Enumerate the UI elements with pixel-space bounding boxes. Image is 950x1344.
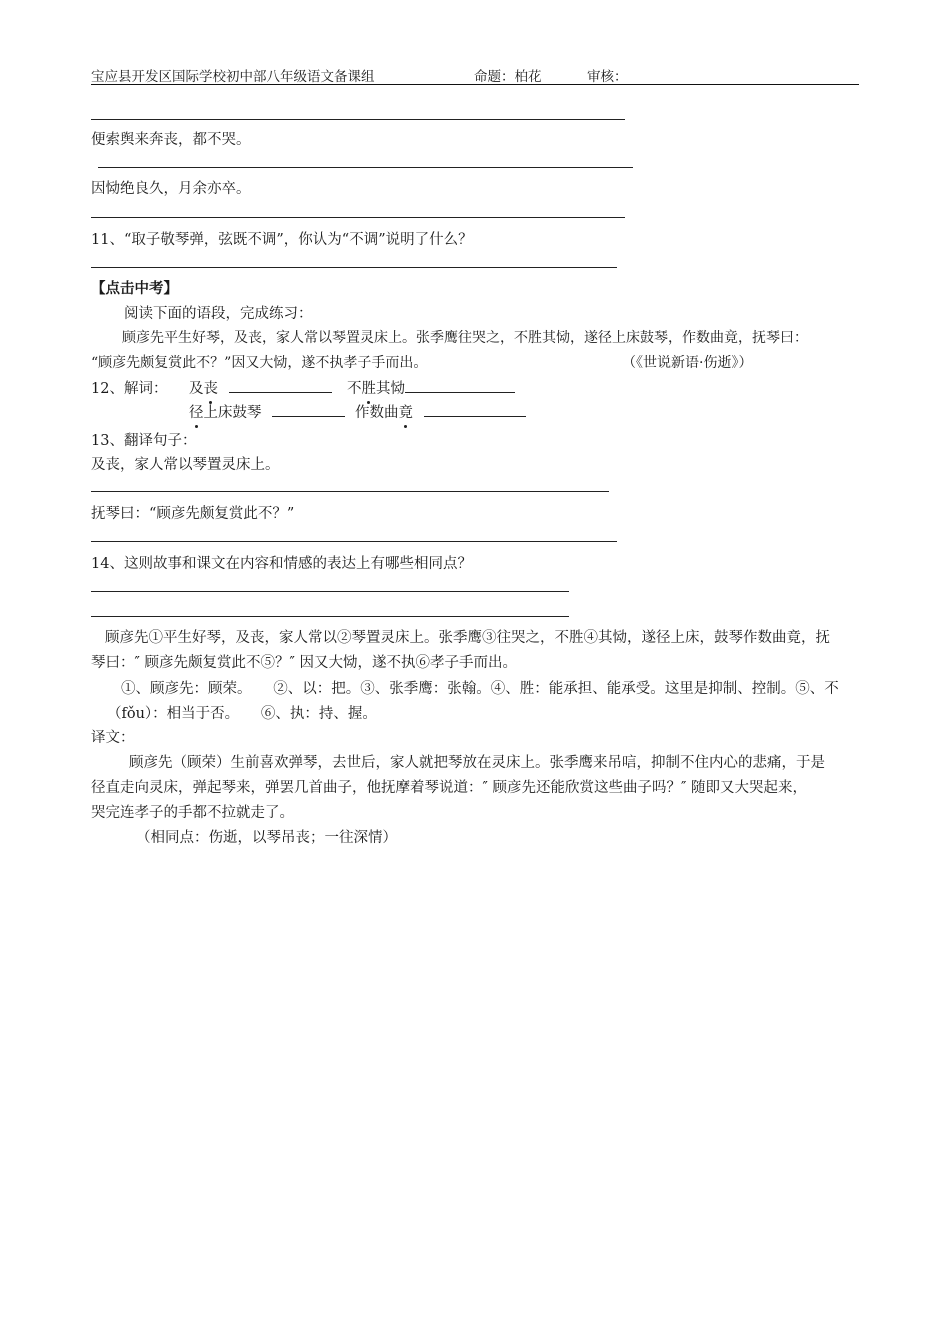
answer-line bbox=[91, 119, 625, 120]
answer-line bbox=[98, 167, 633, 168]
fill-blank[interactable] bbox=[272, 402, 345, 417]
passage-line-2: “顾彦先颇复赏此不？”因又大恸，遂不执孝子手而出。 bbox=[91, 355, 428, 371]
vocab-text: 及 bbox=[189, 381, 204, 397]
passage-source: （《世说新语·伤逝》） bbox=[622, 355, 753, 371]
fill-blank[interactable] bbox=[424, 402, 526, 417]
question-12-label: 12、解词： bbox=[91, 381, 168, 397]
answer-passage-line-2: 琴曰：″ 顾彦先颇复赏此不⑤？″ 因又大恸，遂不执⑥孝子手而出。 bbox=[91, 655, 518, 671]
passage-line-1: 顾彦先平生好琴，及丧，家人常以琴置灵床上。张季鹰往哭之，不胜其恸，遂径上床鼓琴，作数曲竟，抚琴曰： bbox=[122, 330, 808, 346]
translation-line-2: 径直走向灵床，弹起琴来，弹罢几首曲子，他抚摩着琴说道：″ 顾彦先还能欣赏这些曲子吗？″ 随即又大哭起来， bbox=[91, 780, 808, 796]
section-instruction: 阅读下面的语段，完成练习： bbox=[124, 306, 313, 322]
section-title: 【点击中考】 bbox=[91, 280, 178, 297]
answer-line bbox=[91, 267, 617, 268]
question-13-label: 13、翻译句子： bbox=[91, 433, 197, 449]
answer-line bbox=[91, 616, 569, 617]
translate-sentence-1: 及丧，家人常以琴置灵床上。 bbox=[91, 457, 280, 473]
question-14-label: 14、这则故事和课文在内容和情感的表达上有哪些相同点？ bbox=[91, 556, 472, 572]
sentence-2: 因恸绝良久，月余亦卒。 bbox=[91, 181, 251, 197]
question-11: 11、“取子敬琴弹，弦既不调”，你认为“不调”说明了什么？ bbox=[91, 232, 473, 248]
translation-line-1: 顾彦先（顾荣）生前喜欢弹琴，去世后，家人就把琴放在灵床上。张季鹰来吊唁，抑制不住内心的悲痛，于是 bbox=[129, 755, 825, 771]
answer-passage-line-1: 顾彦先①平生好琴，及丧，家人常以②琴置灵床上。张季鹰③往哭之，不胜④其恸，遂径上床，鼓琴作数曲竟，抚 bbox=[105, 630, 830, 646]
answer-line bbox=[91, 541, 617, 542]
vocab-2 bbox=[347, 377, 515, 398]
sentence-1: 便索舆来奔丧，都不哭。 bbox=[91, 132, 251, 148]
vocab-4 bbox=[355, 401, 526, 422]
vocab-dotted: 竟 bbox=[398, 405, 413, 421]
vocab-text: 作数曲 bbox=[355, 405, 399, 421]
translation-label: 译文： bbox=[91, 730, 135, 746]
notes-line-2: （fǒu）：相当于否。 ⑥、执：持、握。 bbox=[107, 706, 377, 722]
vocab-dotted: 丧 bbox=[203, 381, 218, 397]
fill-blank[interactable] bbox=[229, 378, 332, 393]
vocab-text: 其恸 bbox=[376, 381, 405, 397]
vocab-text: 不 bbox=[347, 381, 362, 397]
notes-line-1: ①、顾彦先：顾荣。 ②、以：把。③、张季鹰：张翰。④、胜：能承担、能承受。这里是抑制、控制。⑤、不 bbox=[121, 681, 839, 697]
translation-line-3: 哭完连孝子的手都不拉就走了。 bbox=[91, 805, 294, 821]
vocab-dotted: 径 bbox=[189, 405, 204, 421]
fill-blank[interactable] bbox=[405, 378, 515, 393]
vocab-1 bbox=[189, 377, 332, 398]
vocab-dotted: 胜 bbox=[361, 381, 376, 397]
common-points: （相同点：伤逝，以琴吊丧；一往深情） bbox=[136, 830, 397, 846]
translate-sentence-2: 抚琴曰：“顾彦先颇复赏此不？” bbox=[91, 506, 295, 522]
vocab-3 bbox=[189, 401, 345, 422]
header-review: 审核： bbox=[587, 69, 628, 85]
answer-line bbox=[91, 491, 609, 492]
header-rule bbox=[91, 84, 859, 85]
header-author: 命题：柏花 bbox=[474, 69, 542, 85]
vocab-text: 上床鼓琴 bbox=[203, 405, 262, 421]
answer-line bbox=[91, 591, 569, 592]
header-school: 宝应县开发区国际学校初中部八年级语文备课组 bbox=[91, 69, 375, 85]
answer-line bbox=[91, 217, 625, 218]
